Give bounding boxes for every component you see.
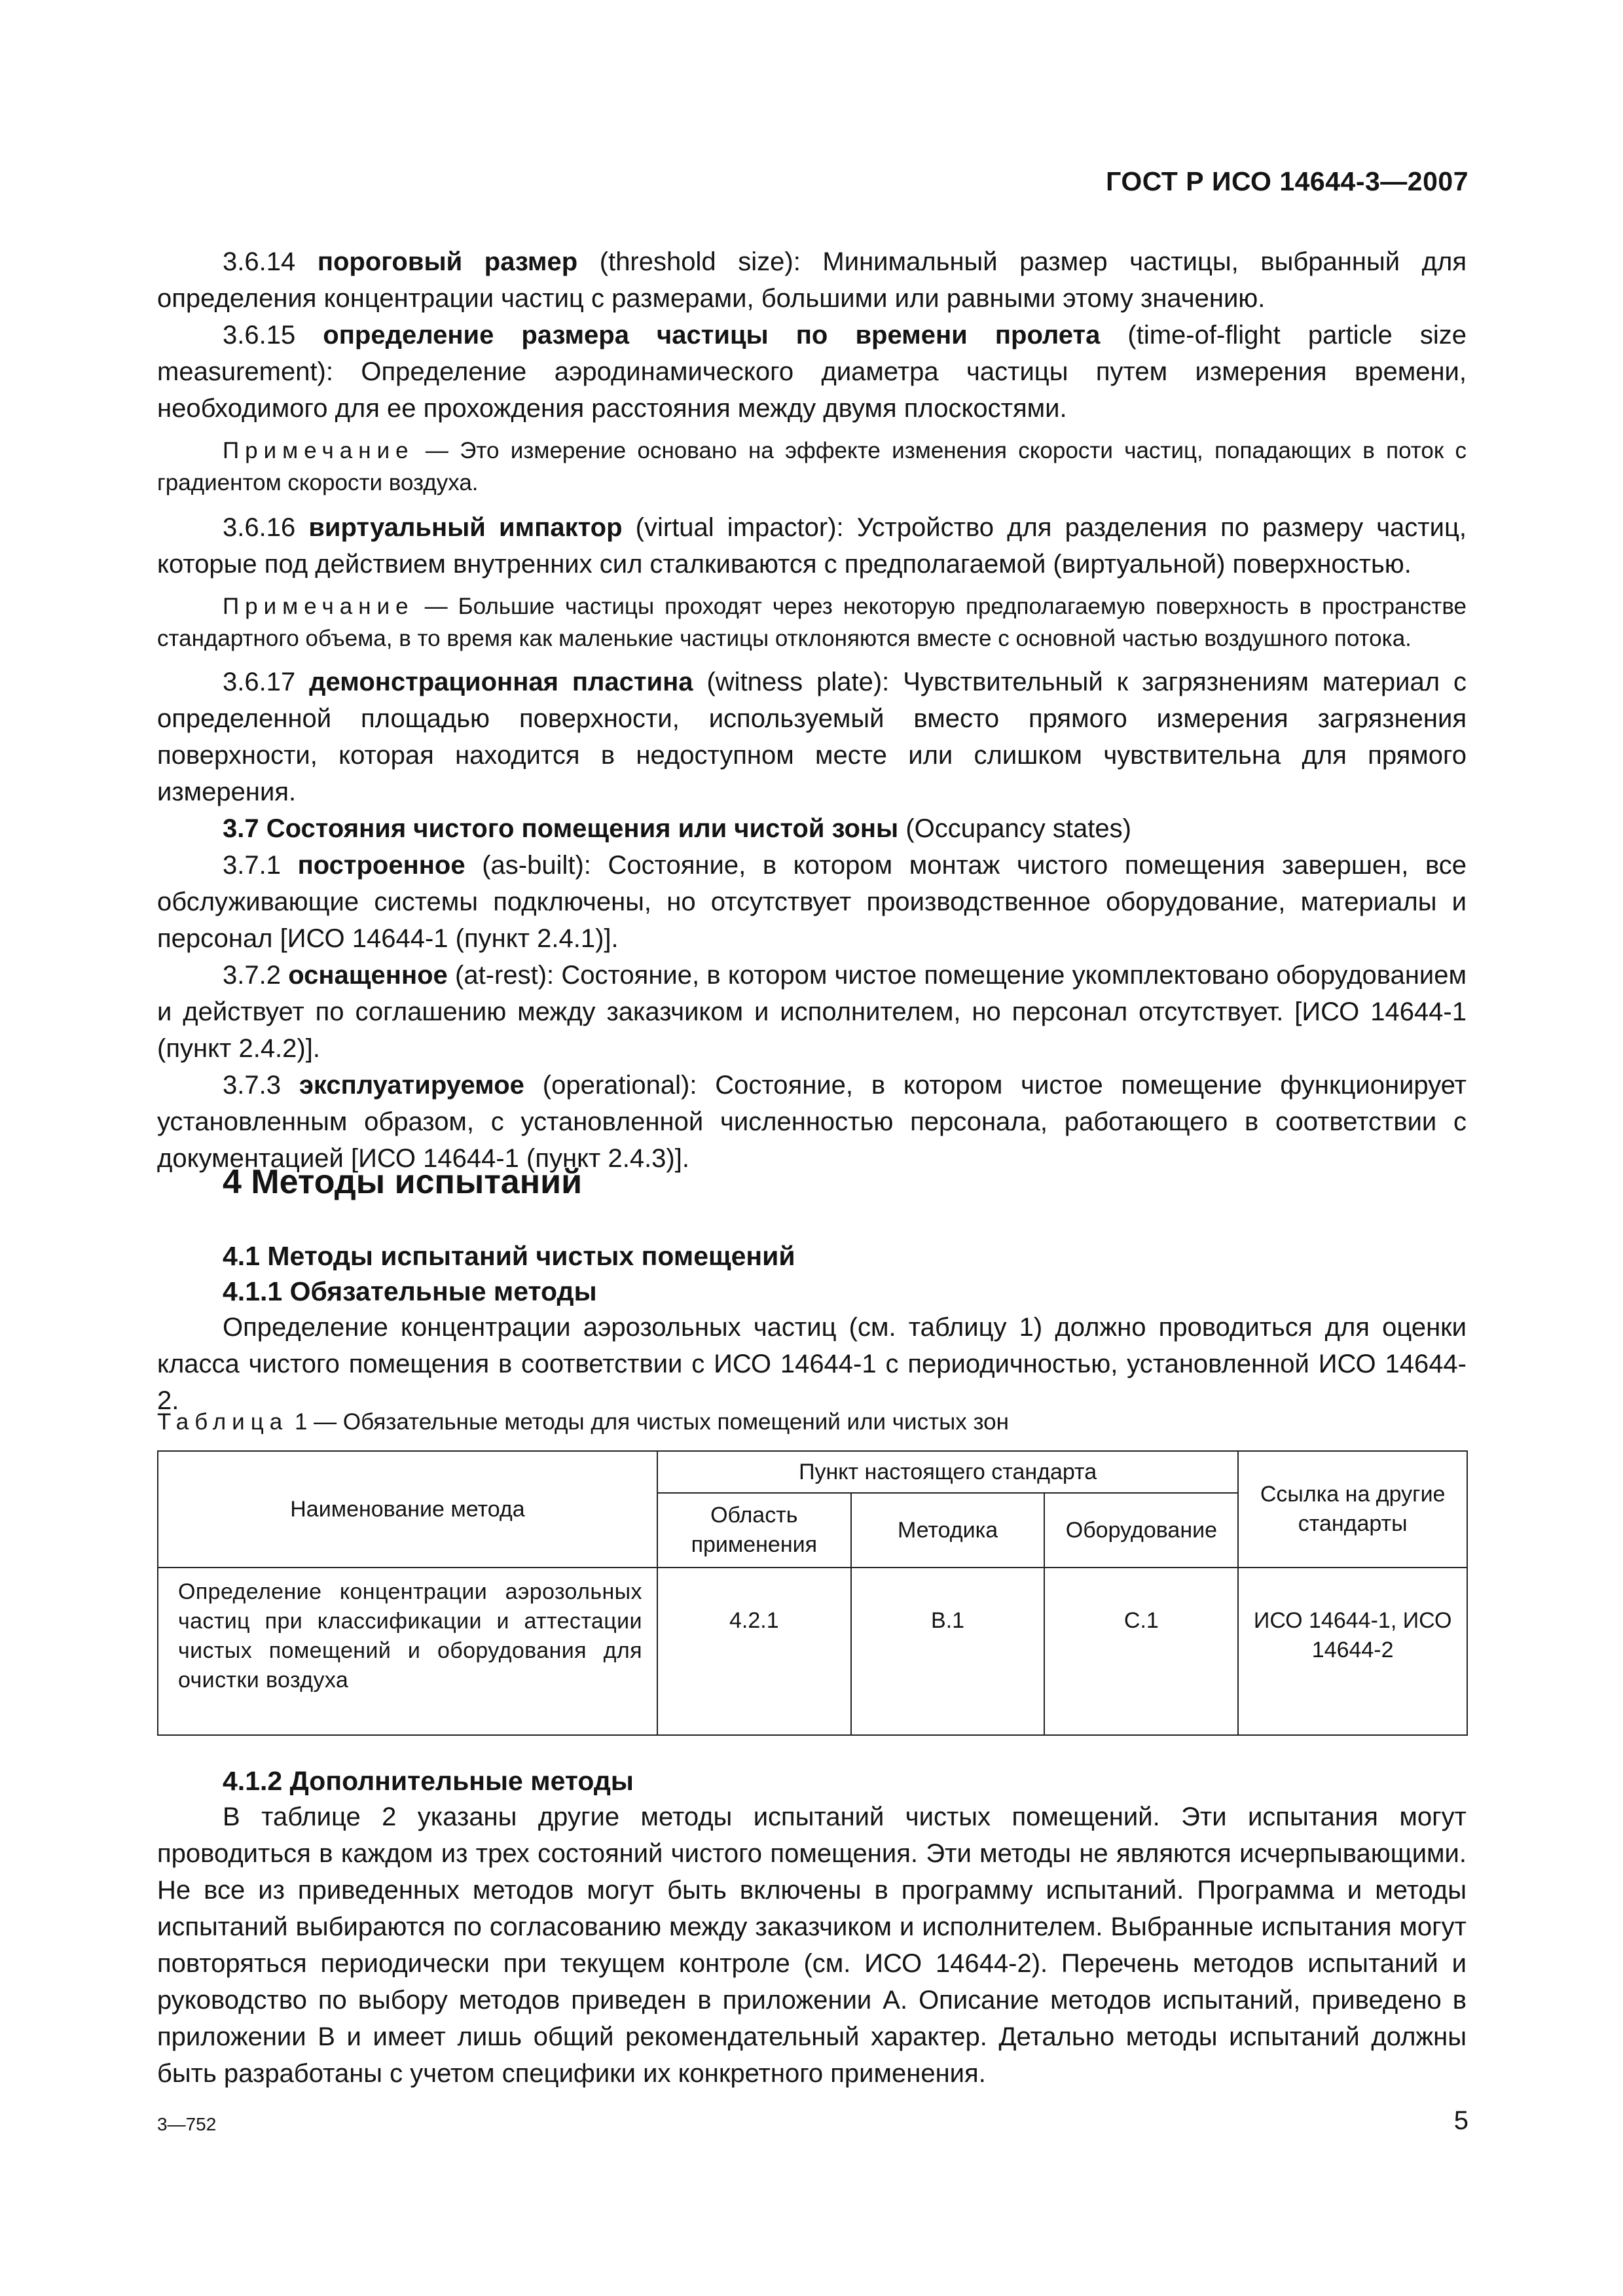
clause-3-7-2: 3.7.2 оснащенное (at-rest): Состояние, в котором чистое помещение укомплектовано оборудованием и действует по соглашению между заказчиком и исполнителем, но персонал отсутствует. [ИСО 14644-1 (пункт 2.4.2)]. <box>157 961 1467 1063</box>
clause-3-7-3: 3.7.3 эксплуатируемое (operational): Состояние, в котором чистое помещение функционирует установленным образом, с установленной численностью персонала, работающего в соответствии с документацией [ИСО 14644-1 (пункт 2.4.3)]. <box>157 1071 1467 1173</box>
header-scope: Область применения <box>657 1493 851 1568</box>
section-4-1-2-block <box>157 1763 1467 2092</box>
term: пороговый размер <box>317 247 578 276</box>
footer-code: 3—752 <box>157 2114 217 2134</box>
header-clause-group: Пункт настоящего стандарта <box>657 1451 1238 1493</box>
cell-references: ИСО 14644-1, ИСО 14644-2 <box>1238 1568 1467 1735</box>
page-number: 5 <box>1453 2106 1468 2135</box>
table-row <box>158 1568 1467 1735</box>
clause-3-6-15: 3.6.15 определение размера частицы по времени пролета (time-of-flight particle size measurement): Определение аэродинамического диаметра частицы путем измерения времени, необходимого для ее прохождения расстояния между двумя плоскостями. <box>157 321 1467 423</box>
document-id-header: ГОСТ Р ИСО 14644-3—2007 <box>1106 166 1468 196</box>
cell-procedure: В.1 <box>851 1568 1045 1735</box>
cell-scope: 4.2.1 <box>657 1568 851 1735</box>
cell-equipment: С.1 <box>1044 1568 1238 1735</box>
clause-3-6-17: 3.6.17 демонстрационная пластина (witness plate): Чувствительный к загрязнениям материал с определенной площадью поверхности, используемый вместо прямого измерения загрязнения поверхности, которая находится в недоступном месте или слишком чувствительна для прямого измерения. <box>157 668 1467 806</box>
clause-3-6-16: 3.6.16 виртуальный импактор (virtual impactor): Устройство для разделения по размеру частиц, которые под действием внутренних сил сталкиваются с предполагаемой (виртуальной) поверхностью. <box>157 513 1467 579</box>
paragraph: В таблице 2 указаны другие методы испытаний чистых помещений. Эти испытания могут проводиться в каждом из трех состояний чистого помещения. Эти методы не являются исчерпывающими. Не все из приведенных методов могут быть включены в программу испытаний. Программа и методы испытаний выбираются по согласованию между заказчиком и исполнителем. Выбранные испытания могут повторяться периодически при текущем контроле (см. ИСО 14644-2). Перечень методов испытаний и руководство по выбору методов приведен в приложении А. Описание методов испытаний, приведено в приложении В и имеет лишь общий рекомендательный характер. Детально методы испытаний должны быть разработаны с учетом специфики их конкретного применения. <box>157 1803 1467 2088</box>
clause-3-6-14: 3.6.14 пороговый размер (threshold size): Минимальный размер частицы, выбранный для определения концентрации частиц с размерами, большими или равными этому значению. <box>157 247 1467 313</box>
definitions-block <box>157 243 1467 1177</box>
term: оснащенное <box>288 961 448 990</box>
table-1 <box>157 1450 1468 1736</box>
term: эксплуатируемое <box>299 1071 524 1100</box>
section-4-heading-wrap <box>157 1162 582 1202</box>
subsection-heading: 4.1 Методы испытаний чистых помещений <box>223 1241 795 1271</box>
subsection-heading: 4.1.2 Дополнительные методы <box>223 1766 634 1796</box>
paragraph: Определение концентрации аэрозольных частиц (см. таблицу 1) должно проводиться для оценки класса чистого помещения в соответствии с ИСО 14644-1 с периодичностью, установленной ИСО 14644-2. <box>157 1313 1467 1415</box>
cell-method: Определение концентрации аэрозольных частиц при классификации и аттестации чистых помещений и оборудования для очистки воздуха <box>158 1568 657 1735</box>
note-2: Примечание — Большие частицы проходят через некоторую предполагаемую поверхность в пространстве стандартного объема, в то время как маленькие частицы отклоняются вместе с основной частью воздушного потока. <box>157 594 1467 651</box>
note-label: Примечание <box>223 594 414 619</box>
header-method-name: Наименование метода <box>158 1451 657 1568</box>
term: виртуальный импактор <box>308 513 623 542</box>
clause-3-7: 3.7 Состояния чистого помещения или чистой зоны (Occupancy states) <box>223 814 1131 843</box>
header-references: Ссылка на другие стандарты <box>1238 1451 1467 1568</box>
note-1: Примечание — Это измерение основано на эффекте изменения скорости частиц, попадающих в поток с градиентом скорости воздуха. <box>157 438 1467 495</box>
clause-3-7-1: 3.7.1 построенное (as-built): Состояние, в котором монтаж чистого помещения завершен, все обслуживающие системы подключены, но отсутствует производственное оборудование, материалы и персонал [ИСО 14644-1 (пункт 2.4.1)]. <box>157 851 1467 953</box>
subsection-heading: 4.1.1 Обязательные методы <box>223 1276 597 1306</box>
header-procedure: Методика <box>851 1493 1045 1568</box>
note-label: Примечание <box>223 438 414 463</box>
term: построенное <box>297 851 465 880</box>
clause-heading: 3.7 Состояния чистого помещения или чистой зоны <box>223 814 899 843</box>
section-4-1-block <box>157 1238 1467 1419</box>
term: демонстрационная пластина <box>309 668 693 696</box>
section-heading: 4 Методы испытаний <box>223 1163 583 1201</box>
header-equipment: Оборудование <box>1044 1493 1238 1568</box>
caption-label: Таблица <box>157 1409 289 1435</box>
table-caption: Таблица 1 — Обязательные методы для чистых помещений или чистых зон <box>157 1409 1009 1435</box>
term: определение размера частицы по времени пролета <box>323 321 1101 350</box>
